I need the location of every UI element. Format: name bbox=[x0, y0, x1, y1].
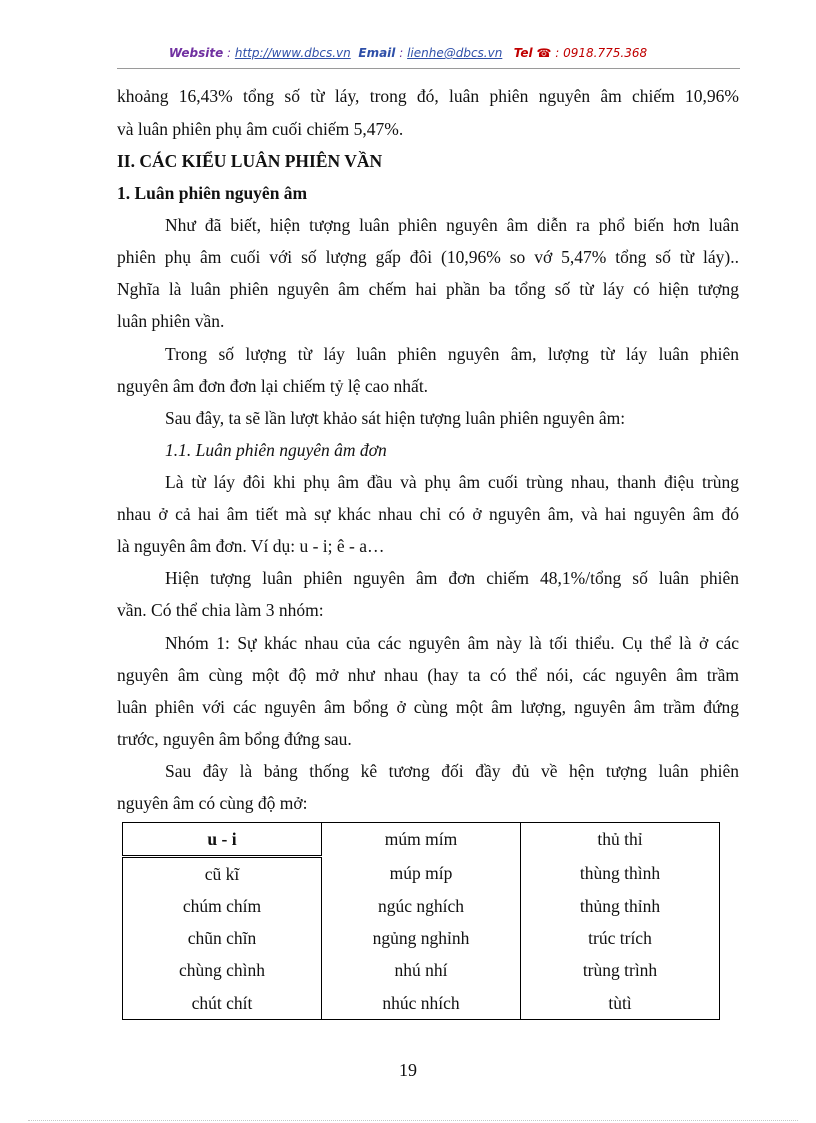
page-header bbox=[0, 46, 816, 60]
table-row bbox=[123, 857, 720, 891]
table-cell: nhú nhí bbox=[322, 955, 521, 987]
table-cell: ngủng nghỉnh bbox=[322, 923, 521, 955]
body-line: Trong số lượng từ láy luân phiên nguyên âm, lượng từ láy luân phiên bbox=[165, 344, 739, 364]
body-line: nguyên âm đơn đơn lại chiếm tỷ lệ cao nhất. bbox=[117, 376, 429, 396]
table-row bbox=[123, 923, 720, 955]
table-cell: chút chít bbox=[123, 987, 322, 1020]
body-line: phiên phụ âm cuối với số lượng gấp đôi (10,96% so vớ 5,47% tổng số từ láy).. bbox=[117, 247, 739, 267]
table-cell: múm mím bbox=[322, 823, 521, 857]
page-bottom-divider bbox=[28, 1120, 798, 1121]
table-header-cell: u - i bbox=[123, 823, 322, 857]
email-link[interactable]: lienhe@dbcs.vn bbox=[407, 46, 503, 60]
table-row bbox=[123, 987, 720, 1020]
table-cell: thủng thỉnh bbox=[521, 890, 720, 922]
table-cell: chùng chình bbox=[123, 955, 322, 987]
table-row bbox=[123, 955, 720, 987]
table-cell: thùng thình bbox=[521, 857, 720, 891]
table-cell: cũ kĩ bbox=[123, 857, 322, 891]
table-cell: tùtì bbox=[521, 987, 720, 1020]
header-divider bbox=[117, 68, 740, 69]
tel-label: Tel bbox=[513, 46, 533, 60]
email-label: Email bbox=[358, 46, 396, 60]
email-colon: : bbox=[395, 46, 408, 60]
body-line: Sau đây, ta sẽ lần lượt khảo sát hiện tượng luân phiên nguyên âm: bbox=[165, 408, 626, 428]
website-colon: : bbox=[223, 46, 235, 60]
table-cell: chũn chĩn bbox=[123, 923, 322, 955]
body-line: Sau đây là bảng thống kê tương đối đầy đủ về hện tượng luân phiên bbox=[165, 761, 739, 781]
tel-value: : 0918.775.368 bbox=[551, 46, 648, 60]
body-line: Như đã biết, hiện tượng luân phiên nguyên âm diễn ra phổ biến hơn luân bbox=[165, 215, 739, 235]
website-link[interactable]: http://www.dbcs.vn bbox=[234, 46, 351, 60]
section-heading: II. CÁC KIỂU LUÂN PHIÊN VẦN bbox=[117, 151, 383, 171]
body-line: khoảng 16,43% tổng số từ láy, trong đó, luân phiên nguyên âm chiếm 10,96% bbox=[117, 86, 739, 106]
table-cell: chúm chím bbox=[123, 890, 322, 922]
body-line: nguyên âm có cùng độ mở: bbox=[117, 793, 308, 813]
body-line: Nghĩa là luân phiên nguyên âm chếm hai phần ba tổng số từ láy có hiện tượng bbox=[117, 279, 739, 299]
body-line: là nguyên âm đơn. Ví dụ: u - i; ê - a… bbox=[117, 536, 385, 556]
table-cell: ngúc nghích bbox=[322, 890, 521, 922]
subsubsection-heading: 1.1. Luân phiên nguyên âm đơn bbox=[165, 440, 387, 460]
phone-icon: ☎ bbox=[536, 46, 552, 60]
body-line: trước, nguyên âm bổng đứng sau. bbox=[117, 729, 352, 749]
table-cell: nhúc nhích bbox=[322, 987, 521, 1020]
table-cell: múp míp bbox=[322, 857, 521, 891]
table-row bbox=[123, 823, 720, 857]
table-cell: trùng trình bbox=[521, 955, 720, 987]
table-cell: thủ thỉ bbox=[521, 823, 720, 857]
body-line: luân phiên vần. bbox=[117, 311, 225, 331]
body-line: luân phiên với các nguyên âm bổng ở cùng một âm lượng, nguyên âm trầm đứng bbox=[117, 697, 739, 717]
body-line: nhau ở cả hai âm tiết mà sự khác nhau chỉ có ở nguyên âm, và hai nguyên âm đó bbox=[117, 504, 739, 524]
body-line: và luân phiên phụ âm cuối chiếm 5,47%. bbox=[117, 119, 404, 139]
table-row bbox=[123, 890, 720, 922]
body-line: vần. Có thể chia làm 3 nhóm: bbox=[117, 600, 324, 620]
website-label: Website bbox=[168, 46, 224, 60]
body-line: Nhóm 1: Sự khác nhau của các nguyên âm này là tối thiểu. Cụ thể là ở các bbox=[165, 633, 739, 653]
page-number: 19 bbox=[399, 1060, 417, 1080]
body-line: Hiện tượng luân phiên nguyên âm đơn chiếm 48,1%/tổng số luân phiên bbox=[165, 568, 739, 588]
table-cell: trúc trích bbox=[521, 923, 720, 955]
body-line: nguyên âm cùng một độ mở như nhau (hay ta có thể nói, các nguyên âm trầm bbox=[117, 665, 739, 685]
subsection-heading: 1. Luân phiên nguyên âm bbox=[117, 183, 308, 203]
word-table bbox=[122, 822, 720, 1020]
body-line: Là từ láy đôi khi phụ âm đầu và phụ âm cuối trùng nhau, thanh điệu trùng bbox=[165, 472, 739, 492]
